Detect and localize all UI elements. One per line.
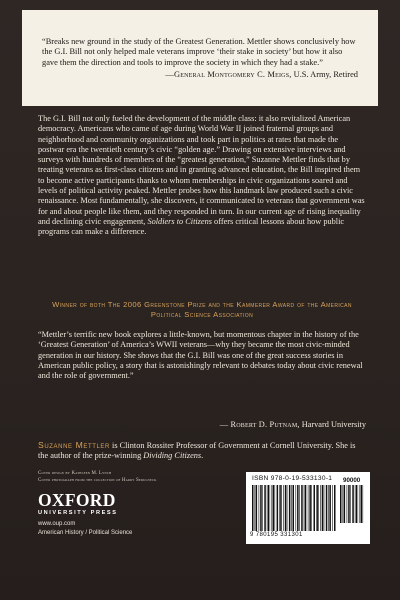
review-attribution-name: — Robert D. Putnam,	[219, 420, 300, 429]
price-barcode-graphic	[340, 485, 364, 523]
oxford-logo: OXFORD	[38, 490, 116, 510]
ean-barcode-graphic	[252, 485, 336, 531]
author-bio-text: is Clinton Rossiter Professor of Government at Cornell University. She is the author of the prize-winning	[38, 441, 356, 461]
author-name: Suzanne Mettler	[38, 440, 110, 450]
description-text-2: offers critical lessons about how public programs can make a difference.	[38, 216, 345, 237]
review-attribution-title: Harvard University	[301, 420, 366, 429]
publisher-website: www.oup.com	[38, 521, 76, 527]
barcode-digits: 9 780195 331301	[250, 532, 303, 538]
award-note: Winner of both The 2006 Greenstone Prize and the Kammerer Award of the American Political Science Association	[52, 300, 352, 319]
author-bio	[38, 440, 366, 462]
book-description	[38, 114, 366, 238]
publisher-subtitle: UNIVERSITY PRESS	[38, 510, 118, 516]
price-code: 90000	[343, 477, 361, 484]
review-attribution	[38, 420, 366, 429]
cover-credits	[38, 470, 268, 484]
praise-box	[22, 10, 378, 106]
cover-design-credit: Cover design by Kathleen M. Lynch	[38, 471, 112, 476]
barcode-block	[246, 472, 370, 544]
review-quote: “Mettler’s terrific new book explores a little-known, but momentous chapter in the history of the ‘Greatest Generation’ of America’s WWII veterans—why they became the most civic-minded generation in our history. She shows that the G.I. Bill was one of the great success stories in American public policy, a story that is astonishingly relevant to debates today about civic renewal and the role of government.”	[38, 330, 363, 381]
praise-quote: “Breaks new ground in the study of the Greatest Generation. Mettler shows conclusively how the G.I. Bill not only helped male veterans improve ‘their stake in society’ but how it also gave them the direction and tools to improve the society in which they had a stake.”	[42, 37, 356, 67]
cover-photo-credit: Cover photograph from the collection of Harry Serulneck	[38, 478, 157, 483]
praise-attribution-name: —General Montgomery C. Meigs,	[165, 70, 292, 80]
description-text-1: The G.I. Bill not only fueled the development of the middle class: it also revitalized American democracy. Americans who came of age during World War II joined fraternal groups and neighborhood and community organizations and took part in politics at rates that made the postwar era the twentieth century’s civic “golden age.” Drawing on extensive interviews and surveys with hundreds of members of the “greatest generation,” Suzanne Mettler finds that by treating veterans as first-class citizens and in granting advanced education, the Bill inspired them to become active participants thanks to whom memberships in civic organizations soared and levels of political activity peaked. Mettler probes how this landmark law produced such a civic renaissance. Most fundamentally, she discovers, it communicated to veterans that government was for and about people like them, and they responded in turn. In our current age of rising inequality and declining civic engagement,	[38, 114, 365, 226]
isbn-number: ISBN 978-0-19-533130-1	[252, 475, 333, 482]
book-category: American History / Political Science	[38, 530, 133, 536]
praise-attribution-title: U.S. Army, Retired	[293, 70, 358, 80]
author-previous-book: Dividing Citizens	[143, 451, 202, 461]
description-book-title: Soldiers to Citizens	[147, 216, 212, 226]
praise-attribution	[42, 70, 358, 80]
author-bio-end: .	[201, 451, 204, 461]
